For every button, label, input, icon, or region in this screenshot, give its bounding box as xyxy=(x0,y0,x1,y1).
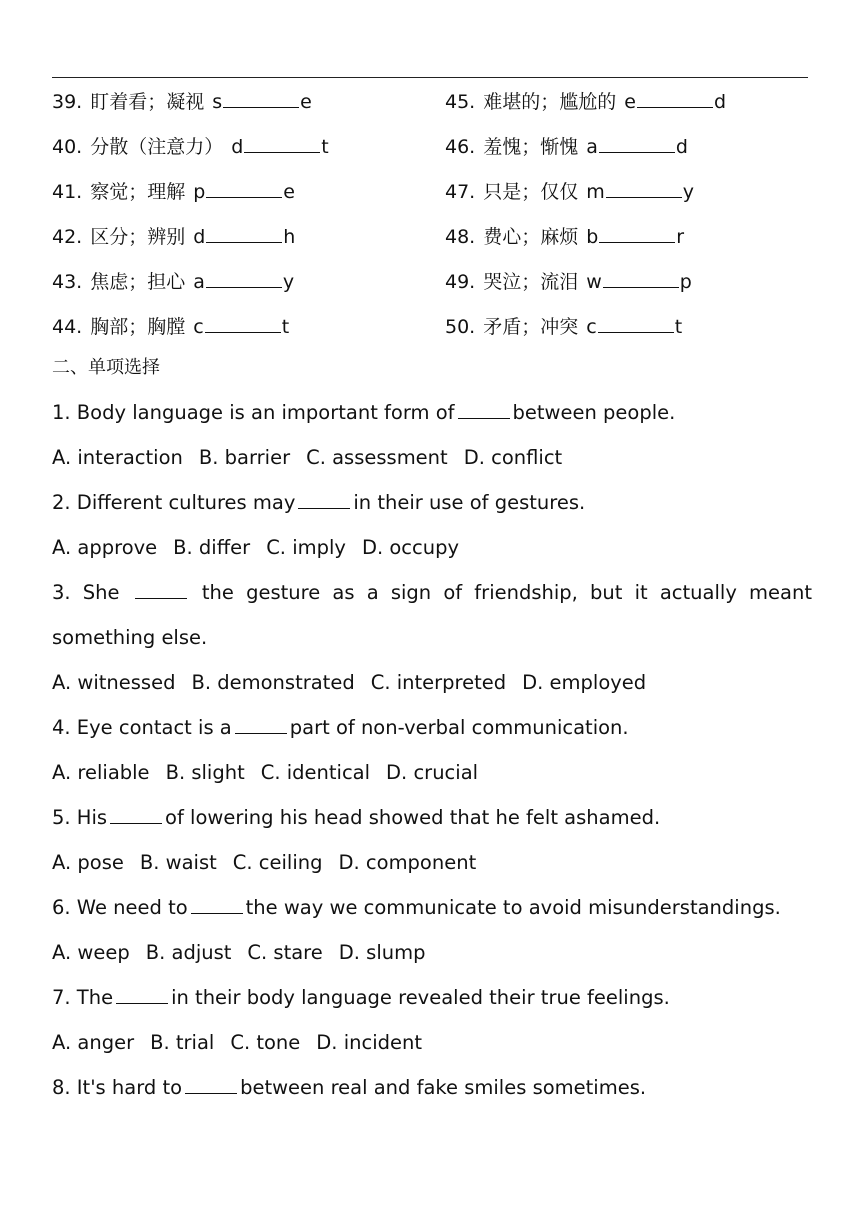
option-d[interactable]: D. occupy xyxy=(361,536,460,559)
answer-blank[interactable] xyxy=(235,718,287,734)
last-letter: y xyxy=(282,271,295,293)
item-number: 41. xyxy=(52,181,83,203)
question-stem xyxy=(52,1065,812,1110)
chinese-meaning: 分散（注意力） xyxy=(90,136,224,158)
vocab-item xyxy=(445,170,694,215)
stem-text: the gesture as a sign of friendship, but it actually meant xyxy=(201,581,812,604)
vocab-item xyxy=(445,305,682,350)
stem-text: in their body language revealed their true feelings. xyxy=(171,986,670,1009)
question-stem-continuation xyxy=(52,615,812,660)
item-number: 40. xyxy=(52,136,83,158)
first-letter: b xyxy=(586,226,599,248)
item-number: 42. xyxy=(52,226,83,248)
multiple-choice-section xyxy=(52,390,812,1110)
vocab-row xyxy=(52,215,812,260)
answer-blank[interactable] xyxy=(116,988,168,1004)
chinese-meaning: 盯着看；凝视 xyxy=(90,91,205,113)
option-c[interactable]: C. interpreted xyxy=(370,671,507,694)
item-number: 45. xyxy=(445,91,476,113)
option-a[interactable]: A. witnessed xyxy=(52,671,176,694)
vocab-row xyxy=(52,305,812,350)
item-number: 43. xyxy=(52,271,83,293)
question-stem xyxy=(52,570,812,615)
chinese-meaning: 胸部；胸膛 xyxy=(90,316,186,338)
question-stem xyxy=(52,885,812,930)
last-letter: h xyxy=(283,226,296,248)
vocabulary-section xyxy=(52,80,812,350)
chinese-meaning: 羞愧；惭愧 xyxy=(483,136,579,158)
options-row xyxy=(52,525,812,570)
option-b[interactable]: B. slight xyxy=(165,761,245,784)
stem-text: the way we communicate to avoid misunderstandings. xyxy=(245,896,781,919)
first-letter: d xyxy=(193,226,206,248)
item-number: 46. xyxy=(445,136,476,158)
option-c[interactable]: C. identical xyxy=(260,761,371,784)
question-stem xyxy=(52,705,812,750)
option-c[interactable]: C. imply xyxy=(266,536,346,559)
first-letter: a xyxy=(193,271,205,293)
last-letter: y xyxy=(682,181,694,203)
option-b[interactable]: B. waist xyxy=(139,851,217,874)
answer-blank[interactable] xyxy=(298,493,350,509)
vocab-item xyxy=(445,125,688,170)
option-a[interactable]: A. pose xyxy=(52,851,124,874)
question-stem xyxy=(52,795,812,840)
answer-blank[interactable] xyxy=(244,136,320,153)
stem-text: 8. It's hard to xyxy=(52,1076,183,1099)
option-a[interactable]: A. weep xyxy=(52,941,130,964)
option-c[interactable]: C. tone xyxy=(230,1031,301,1054)
vocab-item xyxy=(445,215,684,260)
option-d[interactable]: D. conflict xyxy=(463,446,563,469)
answer-blank[interactable] xyxy=(206,271,282,288)
option-d[interactable]: D. employed xyxy=(522,671,647,694)
question-stem xyxy=(52,480,812,525)
vocab-row xyxy=(52,260,812,305)
options-row xyxy=(52,660,812,705)
answer-blank[interactable] xyxy=(458,403,510,419)
option-a[interactable]: A. approve xyxy=(52,536,158,559)
option-c[interactable]: C. assessment xyxy=(306,446,448,469)
stem-text: in their use of gestures. xyxy=(353,491,586,514)
vocab-item xyxy=(52,125,329,170)
vocab-row xyxy=(52,170,812,215)
first-letter: c xyxy=(193,316,204,338)
option-d[interactable]: D. crucial xyxy=(386,761,479,784)
answer-blank[interactable] xyxy=(223,91,299,108)
item-number: 49. xyxy=(445,271,476,293)
item-number: 44. xyxy=(52,316,83,338)
stem-text: between real and fake smiles sometimes. xyxy=(240,1076,647,1099)
last-letter: e xyxy=(300,91,312,113)
first-letter: e xyxy=(624,91,636,113)
last-letter: t xyxy=(321,136,329,158)
options-row xyxy=(52,1020,812,1065)
first-letter: w xyxy=(586,271,602,293)
options-row xyxy=(52,930,812,975)
stem-text: 3. She xyxy=(52,581,120,604)
answer-blank[interactable] xyxy=(599,226,675,243)
chinese-meaning: 焦虑；担心 xyxy=(90,271,186,293)
chinese-meaning: 难堪的；尴尬的 xyxy=(483,91,617,113)
answer-blank[interactable] xyxy=(206,226,282,243)
answer-blank[interactable] xyxy=(598,316,674,333)
answer-blank[interactable] xyxy=(606,181,682,198)
item-number: 48. xyxy=(445,226,476,248)
vocab-item xyxy=(445,260,692,305)
answer-blank[interactable] xyxy=(205,316,281,333)
chinese-meaning: 察觉；理解 xyxy=(90,181,186,203)
last-letter: t xyxy=(674,316,683,338)
item-number: 39. xyxy=(52,91,83,113)
option-d[interactable]: D. slump xyxy=(338,941,426,964)
chinese-meaning: 区分；辨别 xyxy=(90,226,186,248)
option-c[interactable]: C. stare xyxy=(247,941,323,964)
question-stem xyxy=(52,390,812,435)
stem-text: between people. xyxy=(512,401,676,424)
vocab-item xyxy=(52,260,294,305)
last-letter: r xyxy=(676,226,685,248)
options-row xyxy=(52,435,812,480)
first-letter: c xyxy=(586,316,597,338)
option-a[interactable]: A. anger xyxy=(52,1031,135,1054)
option-d[interactable]: D. component xyxy=(338,851,477,874)
stem-text: 6. We need to xyxy=(52,896,188,919)
options-row xyxy=(52,750,812,795)
last-letter: d xyxy=(675,136,688,158)
vocab-item xyxy=(52,215,295,260)
option-b[interactable]: B. barrier xyxy=(198,446,291,469)
options-row xyxy=(52,840,812,885)
chinese-meaning: 哭泣；流泪 xyxy=(483,271,579,293)
stem-text: 2. Different cultures may xyxy=(52,491,296,514)
vocab-row xyxy=(52,125,812,170)
option-a[interactable]: A. reliable xyxy=(52,761,150,784)
option-b[interactable]: B. adjust xyxy=(145,941,232,964)
vocab-row xyxy=(52,80,812,125)
vocab-item xyxy=(445,80,726,125)
item-number: 50. xyxy=(445,316,476,338)
option-c[interactable]: C. ceiling xyxy=(232,851,323,874)
vocab-item xyxy=(52,80,312,125)
last-letter: p xyxy=(679,271,692,293)
answer-blank[interactable] xyxy=(206,181,282,198)
stem-text: something else. xyxy=(52,626,208,649)
first-letter: m xyxy=(586,181,605,203)
last-letter: e xyxy=(283,181,295,203)
stem-text: 7. The xyxy=(52,986,114,1009)
option-b[interactable]: B. differ xyxy=(173,536,251,559)
question-stem xyxy=(52,975,812,1020)
first-letter: a xyxy=(586,136,598,158)
answer-blank[interactable] xyxy=(191,898,243,914)
last-letter: t xyxy=(281,316,290,338)
stem-text: 5. His xyxy=(52,806,108,829)
answer-blank[interactable] xyxy=(135,583,187,599)
chinese-meaning: 只是；仅仅 xyxy=(483,181,579,203)
vocab-item xyxy=(52,170,295,215)
item-number: 47. xyxy=(445,181,476,203)
answer-blank[interactable] xyxy=(110,808,162,824)
last-letter: d xyxy=(713,91,726,113)
stem-text: 4. Eye contact is a xyxy=(52,716,232,739)
stem-text: part of non-verbal communication. xyxy=(289,716,629,739)
option-d[interactable]: D. incident xyxy=(316,1031,423,1054)
first-letter: p xyxy=(193,181,206,203)
chinese-meaning: 费心；麻烦 xyxy=(483,226,579,248)
option-b[interactable]: B. trial xyxy=(150,1031,215,1054)
vocab-item xyxy=(52,305,289,350)
answer-blank[interactable] xyxy=(599,136,675,153)
first-letter: s xyxy=(212,91,223,113)
stem-text: of lowering his head showed that he felt ashamed. xyxy=(165,806,661,829)
top-divider xyxy=(52,77,808,78)
section-heading: 二、单项选择 xyxy=(52,357,160,378)
option-b[interactable]: B. demonstrated xyxy=(191,671,355,694)
stem-text: 1. Body language is an important form of xyxy=(52,401,455,424)
answer-blank[interactable] xyxy=(603,271,679,288)
option-a[interactable]: A. interaction xyxy=(52,446,183,469)
answer-blank[interactable] xyxy=(185,1078,237,1094)
first-letter: d xyxy=(231,136,244,158)
chinese-meaning: 矛盾；冲突 xyxy=(483,316,579,338)
answer-blank[interactable] xyxy=(637,91,713,108)
